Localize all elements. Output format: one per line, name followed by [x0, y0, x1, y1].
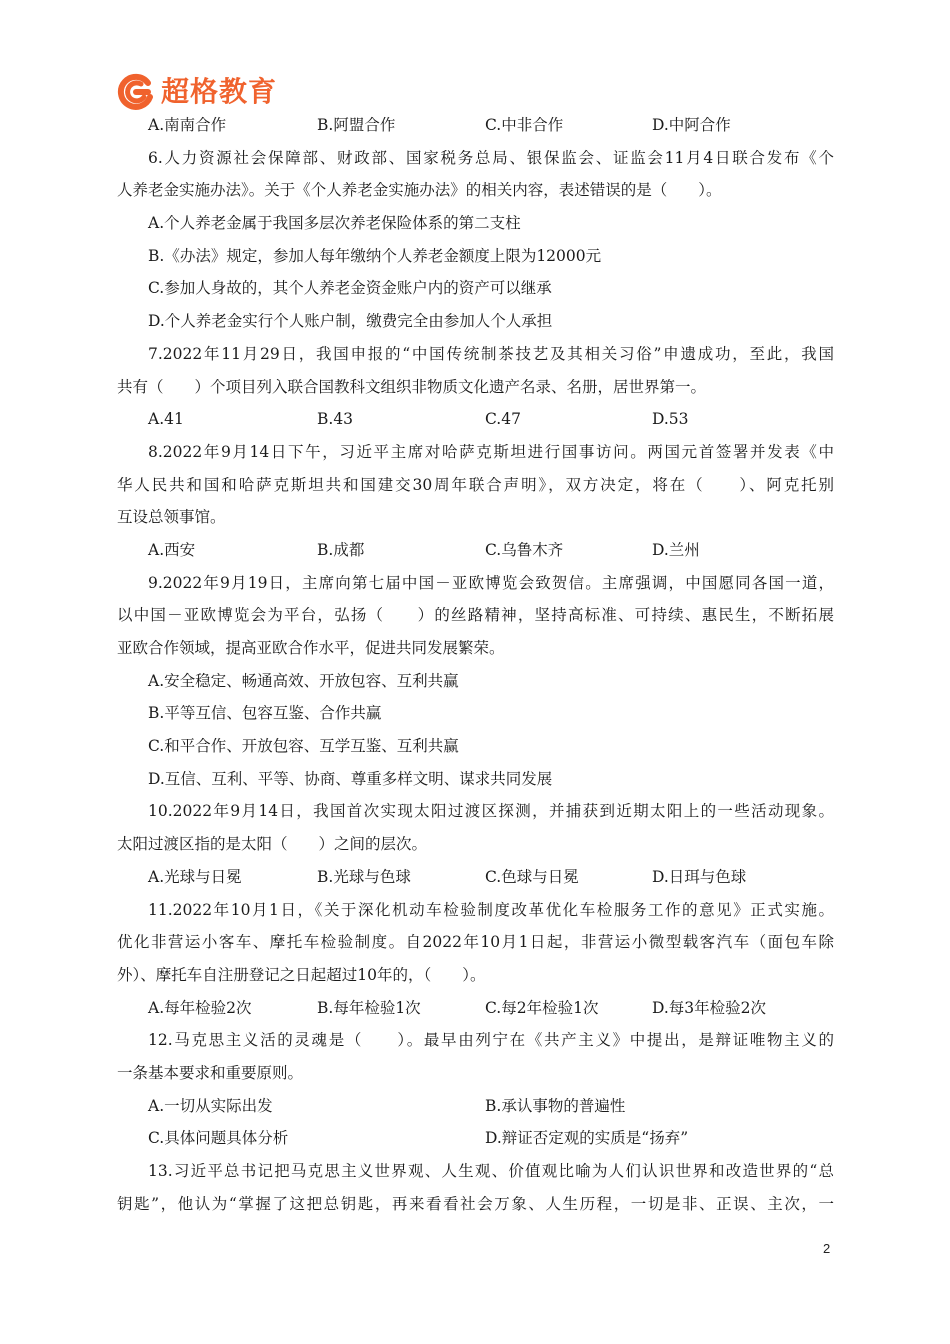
option-item: D.兰州 [652, 540, 700, 559]
question-stem: 9.2022年9月19日，主席向第七届中国－亚欧博览会致贺信。主席强调，中国愿同各国一道， [148, 573, 834, 592]
option-item: D.每3年检验2次 [652, 998, 767, 1017]
option-item: B.43 [317, 410, 354, 429]
question-stem: 11.2022年10月1日，《关于深化机动车检验制度改革优化车检服务工作的意见》正式实施。 [148, 900, 834, 919]
option-row [117, 534, 834, 567]
option-line: D.个人养老金实行个人账户制，缴费完全由参加人个人承担 [148, 312, 553, 331]
option-line: B.平等互信、包容互鉴、合作共赢 [148, 704, 382, 723]
option-row [117, 861, 834, 894]
question-stem: 10.2022年9月14日，我国首次实现太阳过渡区探测，并捕获到近期太阳上的一些活动现象。 [148, 802, 834, 821]
option-row [117, 992, 834, 1025]
exam-body [117, 109, 834, 1220]
option-item: C.具体问题具体分析 [148, 1129, 289, 1148]
option-line: B.《办法》规定，参加人每年缴纳个人养老金额度上限为12000元 [148, 246, 602, 265]
option-item: A.光球与日冕 [148, 867, 242, 886]
option-row [117, 403, 834, 436]
option-item: D.日珥与色球 [652, 867, 747, 886]
question-stem-continued: 钥匙”，他认为“掌握了这把总钥匙，再来看看社会万象、人生历程，一切是非、正误、主次，一 [117, 1194, 834, 1213]
question-stem: 7.2022年11月29日，我国申报的“中国传统制茶技艺及其相关习俗”申遗成功，至此，我国 [148, 344, 834, 363]
option-item: D.辩证否定观的实质是“扬弃” [485, 1129, 689, 1148]
brand-logo [117, 72, 277, 112]
question-stem-continued: 亚欧合作领域，提高亚欧合作水平，促进共同发展繁荣。 [117, 639, 505, 657]
question-stem: 13.习近平总书记把马克思主义世界观、人生观、价值观比喻为人们认识世界和改造世界的“总 [148, 1162, 834, 1180]
question-stem-continued: 优化非营运小客车、摩托车检验制度。自2022年10月1日起，非营运小微型载客汽车（面包车除 [117, 933, 834, 952]
option-item: B.光球与色球 [317, 867, 411, 886]
option-item: A.一切从实际出发 [148, 1096, 273, 1115]
option-line: C.和平合作、开放包容、互学互鉴、互利共赢 [148, 737, 459, 756]
question-stem-continued: 一条基本要求和重要原则。 [117, 1063, 304, 1082]
option-item: D.中阿合作 [652, 116, 731, 134]
option-item: B.每年检验1次 [317, 998, 421, 1017]
option-item: D.53 [652, 410, 689, 429]
question-stem-continued: 人养老金实施办法》。关于《个人养老金实施办法》的相关内容，表述错误的是（ ）。 [117, 181, 722, 200]
option-item: A.南南合作 [148, 116, 227, 134]
option-item: A.西安 [148, 540, 196, 559]
option-item: C.色球与日冕 [485, 867, 579, 886]
option-line: A.个人养老金属于我国多层次养老保险体系的第二支柱 [148, 214, 521, 233]
option-line: D.互信、互利、平等、协商、尊重多样文明、谋求共同发展 [148, 769, 553, 788]
question-stem-continued: 以中国－亚欧博览会为平台，弘扬（ ）的丝路精神，坚持高标准、可持续、惠民生，不断拓展 [117, 606, 834, 625]
question-stem-continued: 互设总领事馆。 [117, 508, 226, 527]
option-item: C.乌鲁木齐 [485, 540, 564, 559]
question-stem-continued: 共有（ ）个项目列入联合国教科文组织非物质文化遗产名录、名册，居世界第一。 [117, 377, 707, 396]
option-item: A.41 [148, 410, 184, 429]
option-item: B.承认事物的普遍性 [485, 1096, 626, 1115]
option-item: A.每年检验2次 [148, 998, 252, 1017]
option-item: C.中非合作 [485, 116, 564, 134]
option-item: C.47 [485, 410, 521, 429]
question-stem-continued: 华人民共和国和哈萨克斯坦共和国建交30周年联合声明》，双方决定，将在（ ）、阿克托别 [117, 475, 834, 494]
question-stem: 8.2022年9月14日下午，习近平主席对哈萨克斯坦进行国事访问。两国元首签署并发表《中 [148, 442, 834, 461]
question-stem-continued: 太阳过渡区指的是太阳（ ）之间的层次。 [117, 835, 428, 854]
option-row [117, 109, 834, 142]
option-row [117, 1122, 834, 1155]
option-item: C.每2年检验1次 [485, 998, 599, 1017]
option-item: B.成都 [317, 540, 365, 559]
logo-text: 超格教育 [161, 75, 278, 108]
question-stem-continued: 外）、摩托车自注册登记之日起超过10年的，（ ）。 [117, 965, 486, 984]
question-stem: 6.人力资源社会保障部、财政部、国家税务总局、银保监会、证监会11月4日联合发布《个 [148, 148, 834, 167]
option-line: C.参加人身故的，其个人养老金资金账户内的资产可以继承 [148, 279, 552, 298]
option-item: B.阿盟合作 [317, 116, 396, 134]
option-row [117, 1090, 834, 1123]
question-stem: 12.马克思主义活的灵魂是（ ）。最早由列宁在《共产主义》中提出，是辩证唯物主义的 [148, 1031, 834, 1050]
logo-mark-icon [117, 73, 155, 111]
page-number: 2 [823, 1241, 831, 1256]
option-line: A.安全稳定、畅通高效、开放包容、互利共赢 [148, 671, 459, 690]
